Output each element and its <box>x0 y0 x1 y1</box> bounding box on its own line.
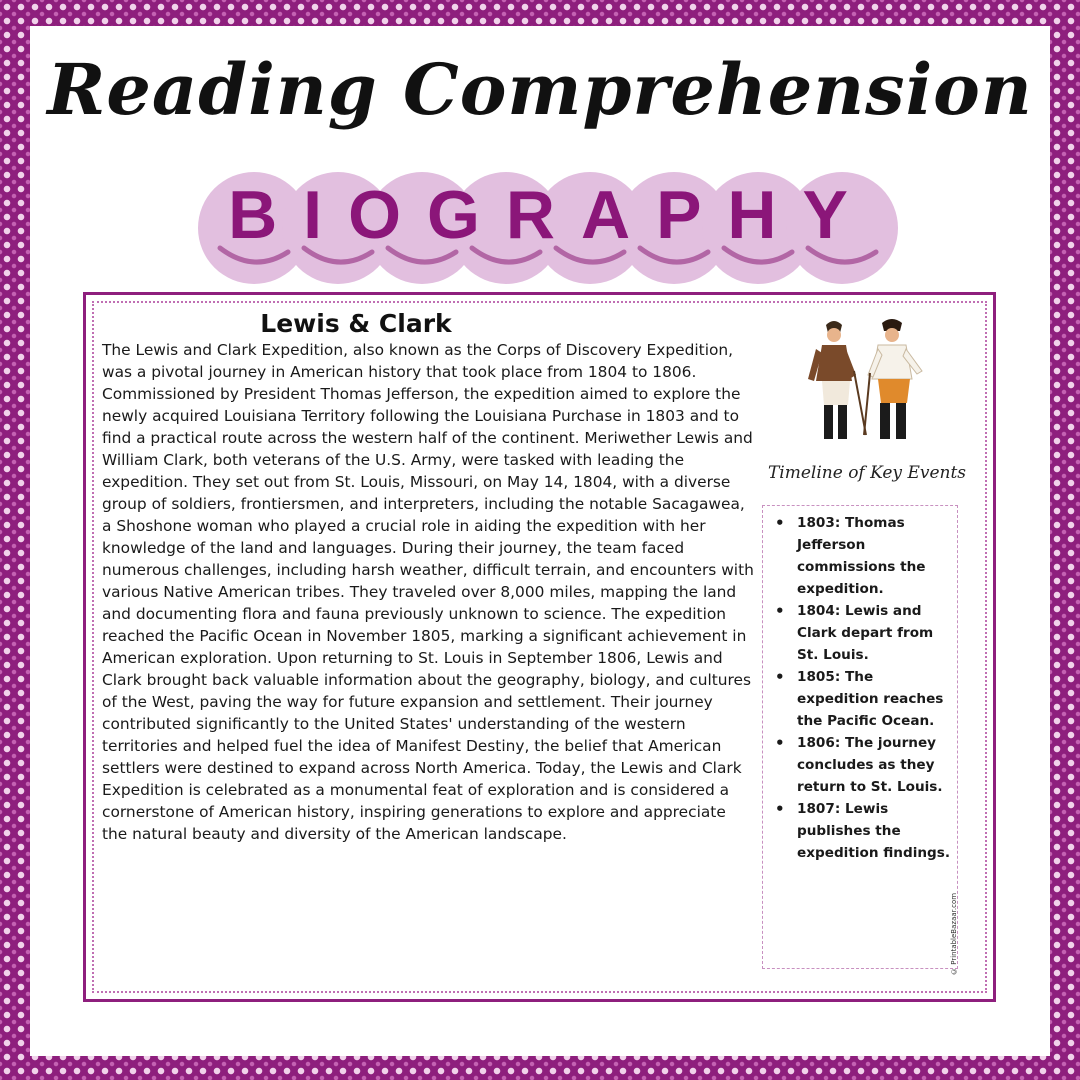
copyright-notice: © PrintableBazaar.com <box>950 892 958 975</box>
biography-banner <box>194 168 908 288</box>
main-title: Reading Comprehension <box>47 48 1033 131</box>
timeline-list <box>773 512 953 864</box>
timeline-box <box>762 505 958 969</box>
explorers-illustration-icon <box>786 311 946 461</box>
content-box <box>83 292 996 1002</box>
timeline-event: • 1807: Lewis publishes the expedition findings. <box>773 798 953 864</box>
timeline-event: • 1805: The expedition reaches the Pacific Ocean. <box>773 666 953 732</box>
worksheet-page <box>30 26 1050 1056</box>
biography-body: The Lewis and Clark Expedition, also known as the Corps of Discovery Expedition, was a pivotal journey in American history that took place from 1804 to 1806. Commissioned by President Thomas Jefferson, the expedition aimed to explore the newly acquired Louisiana Territory following the Louisiana Purchase in 1803 and to find a practical route across the western half of the continent. Meriwether Lewis and William Clark, both veterans of the U.S. Army, were tasked with leading the expedition. They set out from St. Louis, Missouri, on May 14, 1804, with a diverse group of soldiers, frontiersmen, and interpreters, including the notable Sacagawea, a Shoshone woman who played a crucial role in aiding the expedition with her knowledge of the land and languages. During their journey, the team faced numerous challenges, including harsh weather, difficult terrain, and encounters with various Native American tribes. They traveled over 8,000 miles, mapping the land and documenting flora and fauna previously unknown to science. The expedition reached the Pacific Ocean in November 1805, marking a significant achievement in American exploration. Upon returning to St. Louis in September 1806, Lewis and Clark brought back valuable information about the geography, biology, and cultures of the West, paving the way for future expansion and settlement. Their journey contributed significantly to the United States' understanding of the western territories and helped fuel the idea of Manifest Destiny, the belief that American settlers were destined to expand across North America. Today, the Lewis and Clark Expedition is celebrated as a monumental feat of exploration and is considered a cornerstone of American history, inspiring generations to explore and appreciate the natural beauty and diversity of the American landscape. <box>102 341 754 843</box>
timeline-event: • 1806: The journey concludes as they return to St. Louis. <box>773 732 953 798</box>
banner-text: BIOGRAPHY <box>228 177 874 253</box>
timeline-event: • 1804: Lewis and Clark depart from St. Louis. <box>773 600 953 666</box>
biography-title: Lewis & Clark <box>260 309 452 338</box>
timeline-title: Timeline of Key Events <box>767 463 967 483</box>
timeline-event: • 1803: Thomas Jefferson commissions the expedition. <box>773 512 953 600</box>
